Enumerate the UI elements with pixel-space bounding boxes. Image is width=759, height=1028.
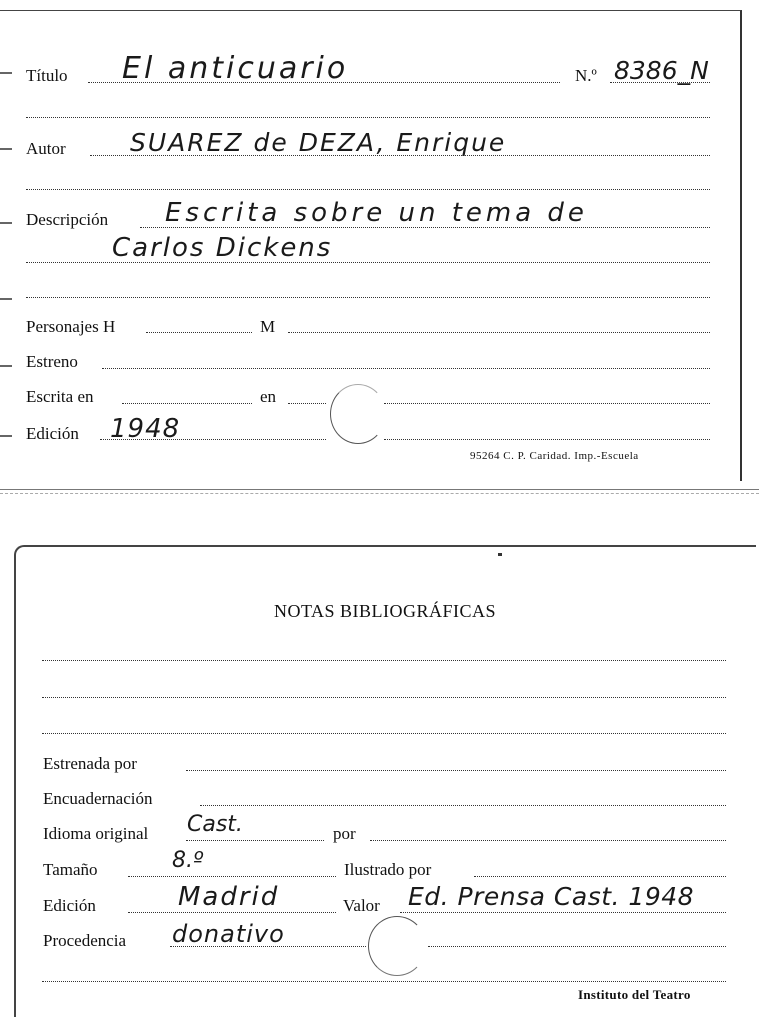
round-stamp (368, 916, 426, 976)
idioma-original-value: Cast. (187, 812, 243, 837)
procedencia-line-2 (428, 946, 726, 947)
notas-heading: NOTAS BIBLIOGRÁFICAS (273, 601, 497, 621)
punch-mark (0, 435, 12, 437)
personajes-h-line (146, 332, 252, 333)
estrenada-por-line (186, 770, 726, 771)
printer-mark: 95264 C. P. Caridad. Imp.-Escuela (470, 450, 639, 462)
blank-line (42, 981, 726, 982)
punch-mark (0, 222, 12, 224)
edicion-bottom-value: Madrid (178, 882, 280, 912)
punch-mark (0, 72, 12, 74)
escrita-en-line (122, 403, 252, 404)
titulo-value: El anticuario (122, 51, 349, 86)
valor-line (400, 912, 726, 913)
descripcion-value-1: Escrita sobre un tema de (165, 198, 588, 228)
blank-line (42, 660, 726, 661)
tamano-line (128, 876, 336, 877)
card-separator (0, 489, 759, 490)
valor-value: Ed. Prensa Cast. 1948 (408, 882, 695, 911)
blank-line (26, 297, 710, 298)
tamano-value: 8.º (172, 848, 204, 873)
autor-value: SUAREZ de DEZA, Enrique (130, 128, 507, 157)
numero-value: 8386_N (614, 56, 709, 85)
estreno-line (102, 368, 710, 369)
ilustrado-por-label: Ilustrado por (344, 860, 432, 879)
blank-line (42, 733, 726, 734)
por-line (370, 840, 726, 841)
edicion-label: Edición (26, 424, 79, 443)
idioma-original-line (186, 840, 324, 841)
blank-line (42, 697, 726, 698)
round-stamp (330, 384, 386, 444)
procedencia-label: Procedencia (43, 931, 127, 950)
edicion-bottom-line (128, 912, 336, 913)
titulo-label: Título (26, 66, 68, 85)
escrita-en-place-line (288, 403, 326, 404)
card-separator-shadow (0, 493, 759, 494)
punch-mark (0, 365, 12, 367)
blank-line (26, 189, 710, 190)
numero-label: N.º (575, 66, 597, 85)
personajes-m-line (288, 332, 710, 333)
tamano-label: Tamaño (43, 860, 98, 879)
procedencia-value: donativo (172, 920, 285, 948)
encuadernacion-label: Encuadernación (43, 789, 153, 808)
personajes-m-label: M (260, 317, 276, 336)
encuadernacion-line (200, 805, 726, 806)
punch-mark (0, 298, 12, 300)
estrenada-por-label: Estrenada por (43, 754, 137, 773)
descripcion-label: Descripción (26, 210, 109, 229)
punch-mark (0, 148, 12, 150)
edicion-value: 1948 (110, 414, 181, 444)
idioma-original-label: Idioma original (43, 824, 149, 843)
institution-name: Instituto del Teatro (578, 987, 691, 1002)
ilustrado-por-line (474, 876, 726, 877)
escrita-en-label: Escrita en (26, 387, 94, 406)
personajes-h-label: Personajes H (26, 317, 116, 336)
autor-label: Autor (26, 139, 66, 158)
escrita-en-place-label: en (260, 387, 277, 406)
estreno-label: Estreno (26, 352, 78, 371)
ink-dot (498, 553, 502, 556)
por-label: por (333, 824, 356, 843)
blank-line (26, 117, 710, 118)
descripcion-value-2: Carlos Dickens (112, 233, 333, 263)
edicion-bottom-label: Edición (43, 896, 96, 915)
valor-label: Valor (343, 896, 380, 915)
escrita-en-place-line-2 (384, 403, 710, 404)
edicion-line-2 (384, 439, 710, 440)
